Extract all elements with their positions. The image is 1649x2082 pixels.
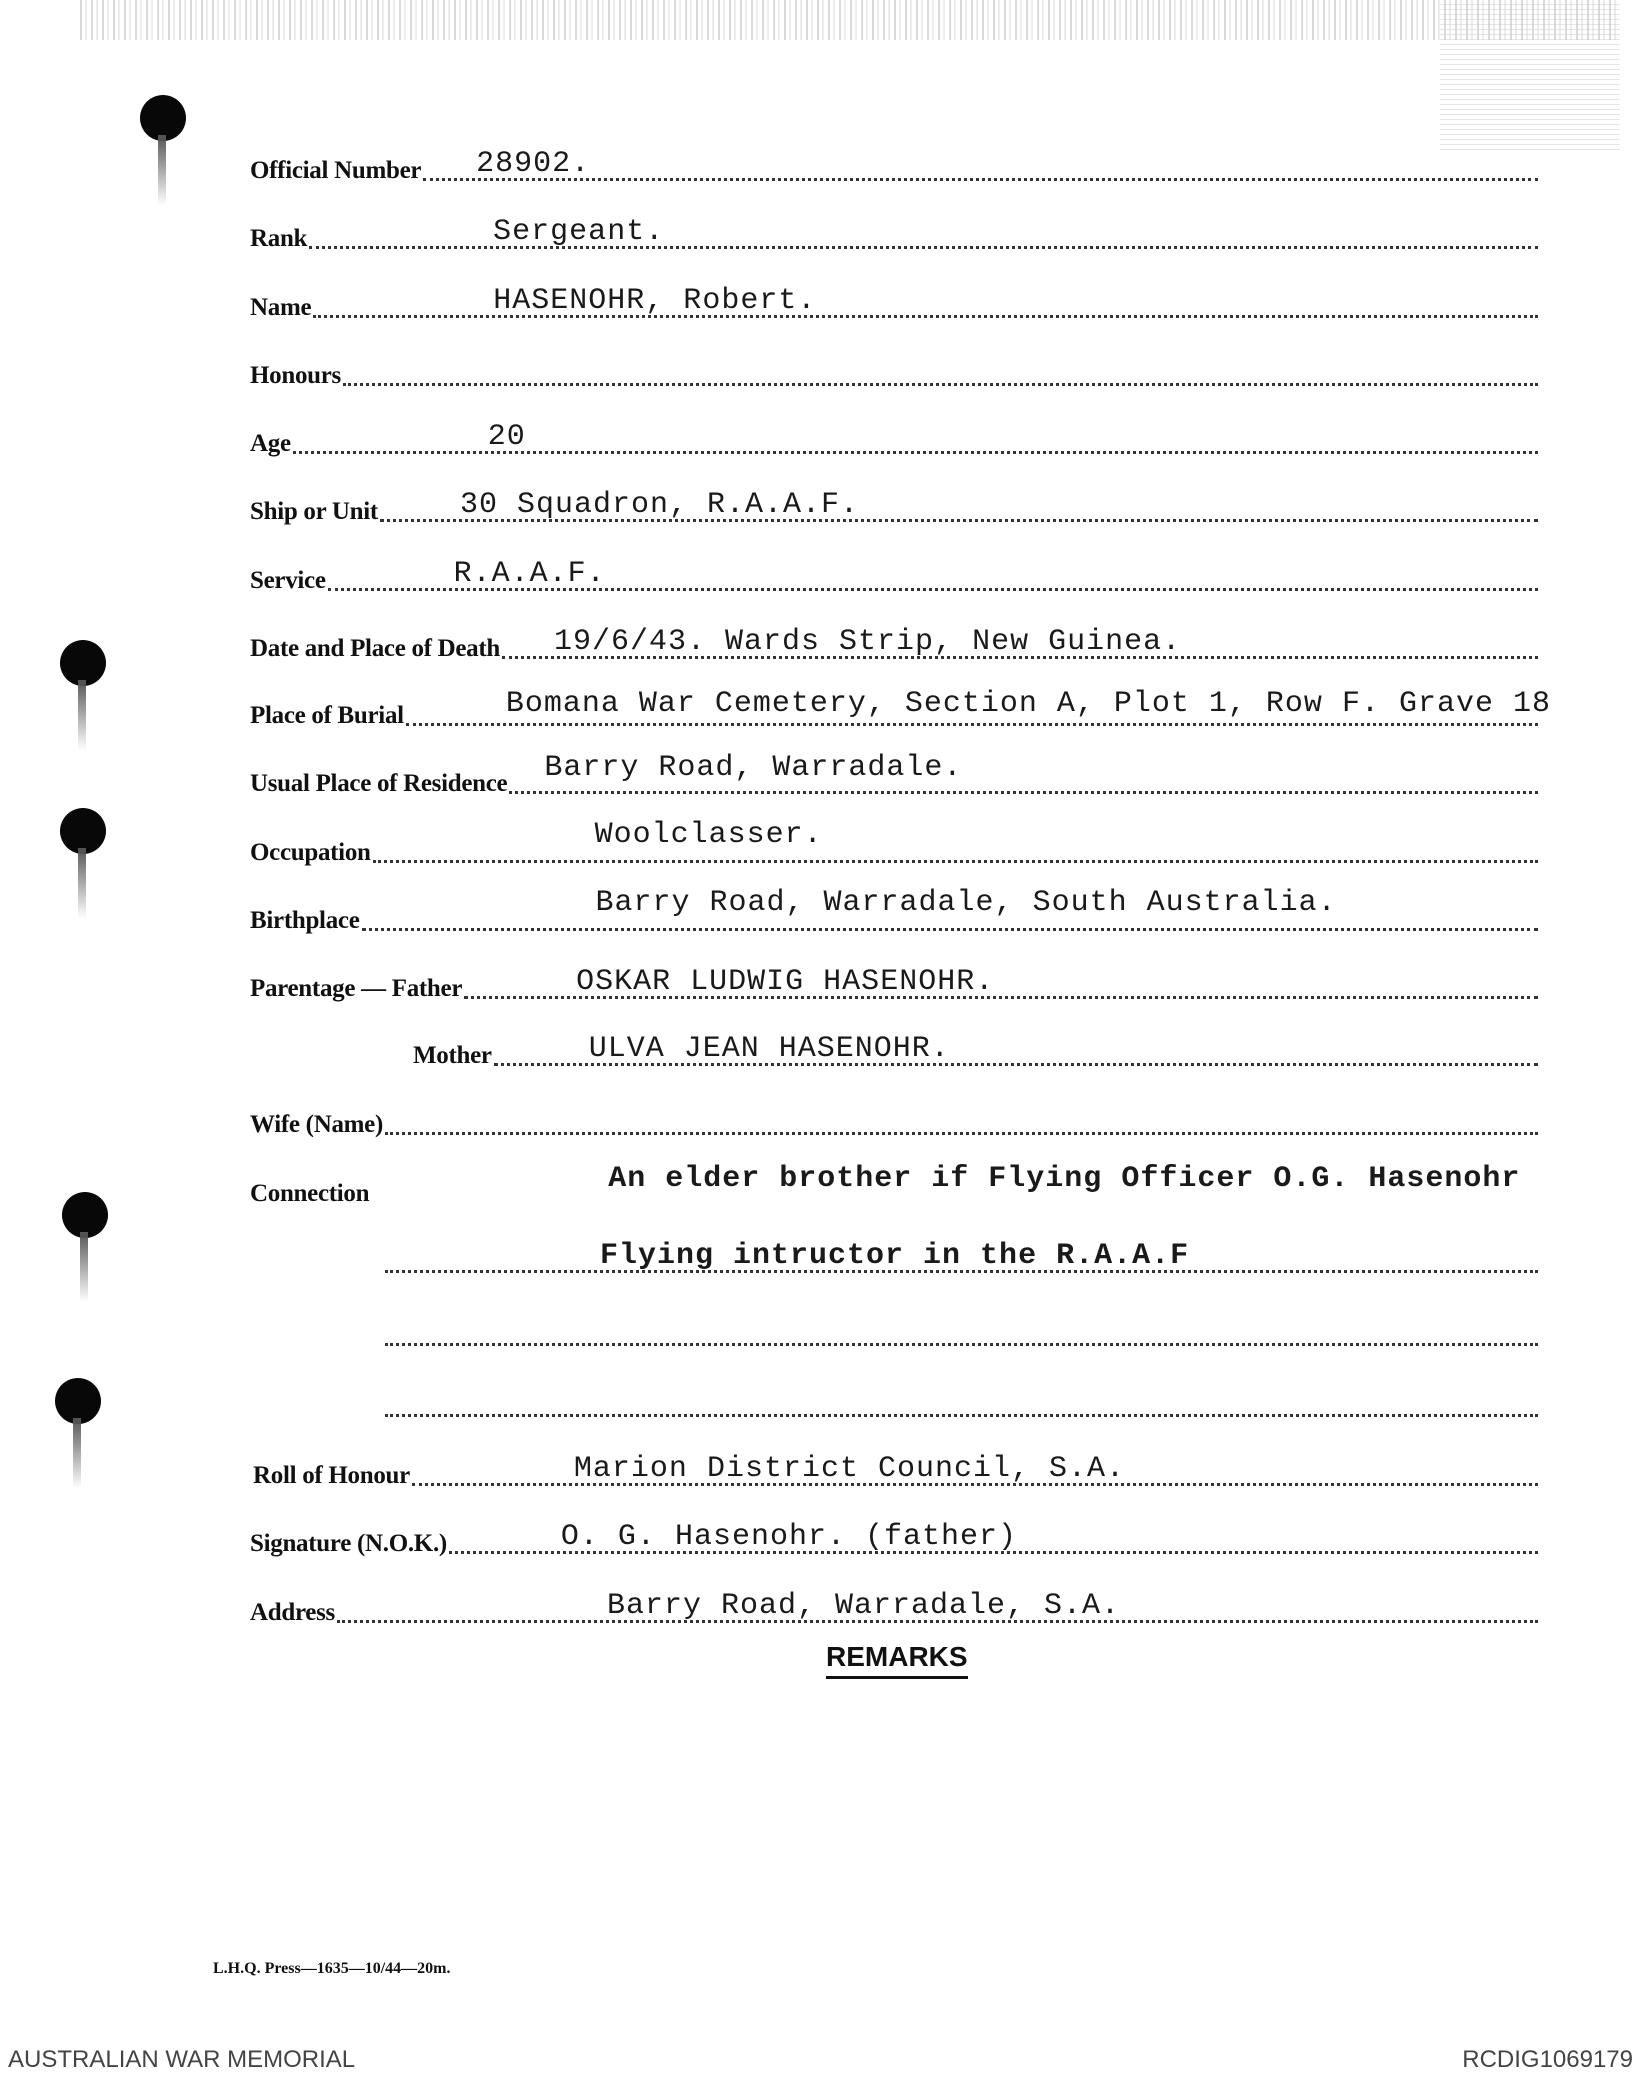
roll-of-honour-line (412, 1443, 1538, 1486)
signature-label: Signature (N.O.K.) (250, 1530, 447, 1557)
rank-row (250, 203, 1538, 253)
connection-line-3 (385, 1303, 1538, 1346)
punch-hole (140, 95, 186, 141)
honours-label: Honours (250, 362, 341, 389)
wife-row (250, 1089, 1538, 1139)
residence-value: Barry Road, Warradale. (544, 751, 963, 785)
unit-row (250, 476, 1538, 526)
connection-value-1: An elder brother if Flying Officer O.G. Hasenohr (608, 1162, 1521, 1196)
name-row (250, 272, 1538, 322)
roll-of-honour-label: Roll of Honour (253, 1462, 410, 1489)
punch-hole (55, 1378, 101, 1424)
occupation-label: Occupation (250, 839, 371, 866)
wife-label: Wife (Name) (250, 1111, 383, 1138)
birthplace-row (250, 885, 1538, 935)
residence-label: Usual Place of Residence (250, 770, 508, 797)
punch-hole (60, 808, 106, 854)
rank-line (309, 206, 1538, 249)
age-value: 20 (487, 420, 526, 454)
signature-value: O. G. Hasenohr. (father) (560, 1520, 1017, 1554)
birthplace-value: Barry Road, Warradale, South Australia. (595, 886, 1337, 920)
occupation-line (373, 820, 1538, 863)
rank-value: Sergeant. (493, 215, 665, 249)
address-value: Barry Road, Warradale, S.A. (606, 1589, 1121, 1623)
official-number-line (423, 138, 1538, 181)
scan-edge-artifact-right (1440, 0, 1620, 150)
father-row (250, 953, 1538, 1003)
roll-of-honour-value: Marion District Council, S.A. (573, 1452, 1126, 1486)
footer-archive-name: AUSTRALIAN WAR MEMORIAL (8, 2046, 356, 2073)
mother-value: ULVA JEAN HASENOHR. (588, 1032, 950, 1066)
birthplace-line (362, 888, 1539, 931)
punch-hole (60, 640, 106, 686)
honours-line (343, 343, 1538, 386)
death-label: Date and Place of Death (250, 635, 500, 662)
occupation-value: Woolclasser. (594, 818, 823, 852)
printer-note: L.H.Q. Press—1635—10/44—20m. (213, 1960, 451, 1977)
connection-row (250, 1158, 1538, 1208)
punch-hole (62, 1192, 108, 1238)
signature-line (449, 1511, 1538, 1554)
burial-value: Bomana War Cemetery, Section A, Plot 1, Row F. Grave 18 (505, 687, 1551, 721)
connection-line-4 (385, 1374, 1538, 1417)
remarks-heading: REMARKS (826, 1641, 968, 1679)
connection-value-2: Flying intructor in the R.A.A.F (600, 1239, 1190, 1273)
birthplace-label: Birthplace (250, 907, 360, 934)
death-value: 19/6/43. Wards Strip, New Guinea. (554, 625, 1182, 659)
occupation-row (250, 817, 1538, 867)
address-label: Address (250, 1599, 335, 1626)
address-row (250, 1577, 1538, 1627)
mother-line (494, 1023, 1538, 1066)
mother-row (250, 1020, 1538, 1070)
age-line (293, 411, 1538, 454)
father-label: Parentage — Father (250, 975, 463, 1002)
connection-row-2 (385, 1227, 1538, 1277)
connection-row-3 (385, 1300, 1538, 1350)
residence-line (509, 751, 1538, 794)
official-number-value: 28902. (476, 147, 591, 181)
connection-line-2 (385, 1230, 1538, 1273)
address-line (337, 1580, 1538, 1623)
honours-row (250, 340, 1538, 390)
father-value: OSKAR LUDWIG HASENOHR. (576, 965, 995, 999)
father-line (464, 956, 1538, 999)
name-line (313, 275, 1538, 318)
official-number-label: Official Number (250, 157, 422, 184)
age-row (250, 408, 1538, 458)
mother-label: Mother (413, 1042, 492, 1069)
service-line (328, 548, 1538, 591)
service-label: Service (250, 567, 326, 594)
roll-of-honour-row (253, 1440, 1538, 1490)
service-value: R.A.A.F. (453, 557, 606, 591)
death-line (502, 616, 1538, 659)
signature-row (250, 1508, 1538, 1558)
residence-row (250, 748, 1538, 798)
burial-row (250, 680, 1551, 730)
wife-line (385, 1092, 1538, 1135)
unit-label: Ship or Unit (250, 498, 378, 525)
connection-line (371, 1164, 1538, 1204)
burial-line (406, 683, 1551, 726)
age-label: Age (250, 430, 291, 457)
unit-line (380, 479, 1538, 522)
name-label: Name (250, 294, 312, 321)
rank-label: Rank (250, 225, 308, 252)
name-value: HASENOHR, Robert. (493, 284, 817, 318)
burial-label: Place of Burial (250, 702, 404, 729)
scan-edge-artifact (80, 0, 1620, 40)
connection-label: Connection (250, 1180, 370, 1207)
service-row (250, 545, 1538, 595)
footer-record-id: RCDIG1069179 (1462, 2046, 1633, 2073)
connection-row-4 (385, 1371, 1538, 1421)
unit-value: 30 Squadron, R.A.A.F. (459, 488, 859, 522)
death-row (250, 613, 1538, 663)
official-number-row (250, 135, 1538, 185)
